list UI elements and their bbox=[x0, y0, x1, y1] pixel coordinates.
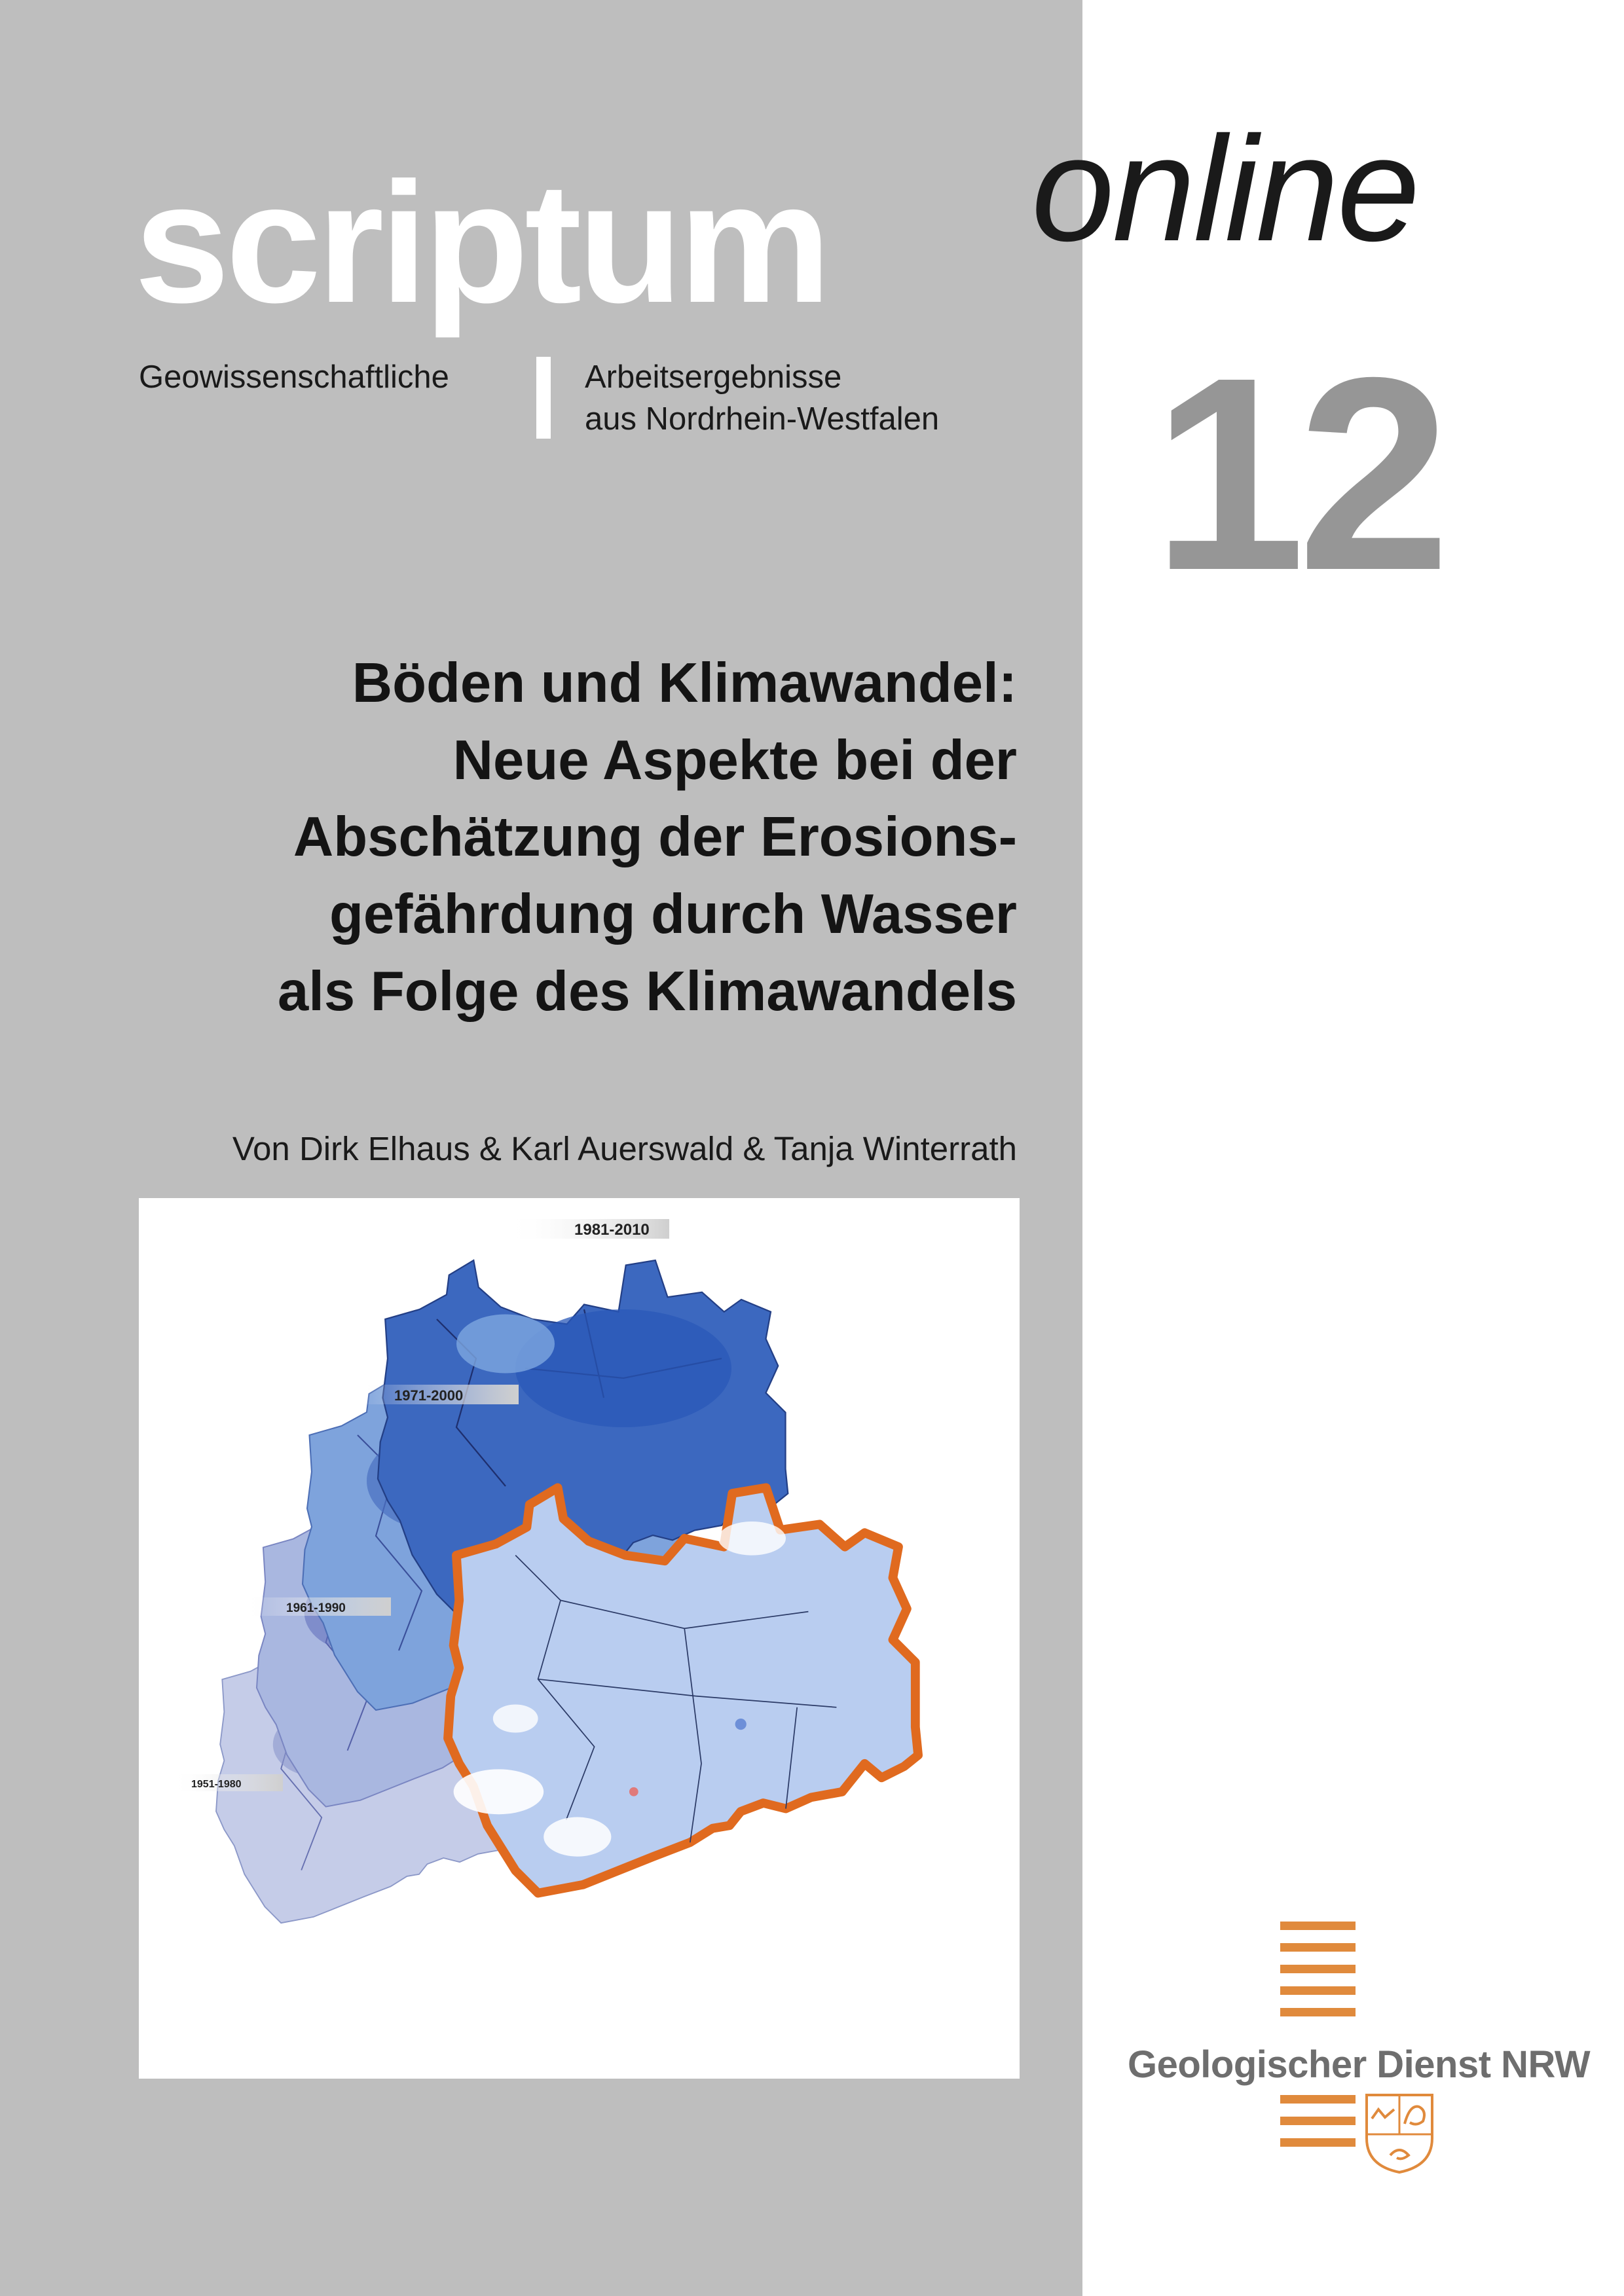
series-subtitle-left: Geowissenschaftliche bbox=[139, 359, 449, 395]
logo-stripe bbox=[1280, 2095, 1356, 2104]
title-line-3: Abschätzung der Erosions- bbox=[293, 806, 1017, 869]
logo-stripe bbox=[1280, 2138, 1356, 2147]
title-line-5: als Folge des Klimawandels bbox=[278, 960, 1017, 1023]
logo-stripe bbox=[1280, 1943, 1356, 1952]
logo-stripe bbox=[1280, 1922, 1356, 1930]
period-label-1961-1990: 1961-1990 bbox=[286, 1601, 346, 1615]
stacked-nrw-maps bbox=[139, 1198, 1020, 2079]
cover-map-image bbox=[139, 1198, 1020, 2079]
logo-stripe bbox=[1280, 1986, 1356, 1995]
publisher-name: Geologischer Dienst NRW bbox=[1128, 2043, 1591, 2086]
title-line-1: Böden und Klimawandel: bbox=[352, 652, 1017, 714]
period-label-1971-2000: 1971-2000 bbox=[394, 1387, 464, 1404]
period-label-1981-2010: 1981-2010 bbox=[574, 1221, 650, 1239]
series-name: scriptum bbox=[134, 147, 828, 338]
logo-stripe bbox=[1280, 2008, 1356, 2016]
issue-number: 12 bbox=[1153, 321, 1443, 628]
logo-stripe bbox=[1280, 1965, 1356, 1973]
period-label-1951-1980: 1951-1980 bbox=[191, 1779, 242, 1790]
subtitle-divider bbox=[536, 357, 551, 439]
logo-stripe bbox=[1280, 2117, 1356, 2125]
subtitle-right-line1: Arbeitsergebnisse bbox=[585, 359, 842, 395]
series-subtitle-right bbox=[585, 357, 939, 440]
document-title bbox=[100, 645, 1017, 1030]
nrw-crest-icon bbox=[1364, 2092, 1435, 2175]
series-suffix: online bbox=[1031, 106, 1418, 272]
title-line-4: gefährdung durch Wasser bbox=[329, 883, 1017, 946]
authors-line: Von Dirk Elhaus & Karl Auerswald & Tanja Winterrath bbox=[232, 1130, 1017, 1167]
title-line-2: Neue Aspekte bei der bbox=[452, 729, 1017, 792]
map-layer-front bbox=[448, 1487, 918, 1893]
subtitle-right-line2: aus Nordrhein-Westfalen bbox=[585, 401, 940, 437]
